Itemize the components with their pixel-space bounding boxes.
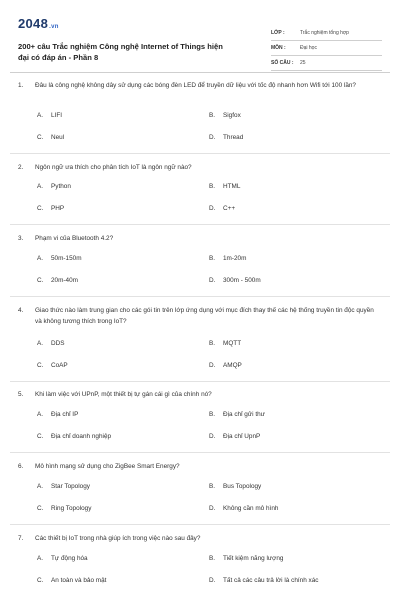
site-logo[interactable] [18,16,59,31]
option-letter: C. [37,505,44,512]
option-letter: D. [209,205,216,212]
option-text: DDS [51,340,65,347]
question-text [18,533,382,544]
question-text [18,162,382,173]
question-number: 2. [18,164,24,171]
option-letter: A. [37,411,44,418]
option-text: PHP [51,205,65,212]
option-b[interactable] [209,411,265,418]
option-c[interactable] [37,362,68,369]
option-b[interactable] [209,112,241,119]
option-letter: C. [37,362,44,369]
question-7 [18,533,382,584]
option-a[interactable] [37,183,71,190]
option-text: 300m - 500m [223,277,261,284]
header-divider [10,72,390,73]
option-text: C++ [223,205,236,212]
option-d[interactable] [209,205,235,212]
option-letter: B. [209,255,216,262]
option-letter: A. [37,555,44,562]
option-text: 50m-150m [51,255,82,262]
meta-row-subject [271,41,382,56]
option-a[interactable] [37,555,88,562]
option-text: HTML [223,183,241,190]
option-c[interactable] [37,505,91,512]
option-letter: D. [209,362,216,369]
meta-value: 25 [300,60,306,66]
option-letter: D. [209,577,216,584]
question-separator [10,296,390,297]
question-text [18,305,382,327]
option-letter: C. [37,134,44,141]
option-text: Bus Topology [223,483,262,490]
question-body: Khi làm việc với UPnP, một thiết bị tự gán cái gì của chính nó? [35,391,212,398]
option-d[interactable] [209,577,318,584]
option-a[interactable] [37,340,65,347]
option-text: Địa chỉ doanh nghiệp [51,433,112,440]
question-text [18,233,382,244]
question-separator [10,224,390,225]
question-number: 4. [18,307,24,314]
option-d[interactable] [209,362,242,369]
option-letter: A. [37,483,44,490]
question-body: Mô hình mạng sử dụng cho ZigBee Smart Energy? [35,463,180,470]
option-text: Không cần mô hình [223,505,279,512]
question-text [18,80,382,91]
question-separator [10,452,390,453]
option-c[interactable] [37,433,111,440]
option-text: Địa chỉ UpnP [223,433,261,440]
question-number: 1. [18,82,24,89]
option-a[interactable] [37,112,62,119]
option-text: Ring Topology [51,505,92,512]
option-text: Thread [223,134,244,141]
option-c[interactable] [37,577,106,584]
meta-key: LỚP : [271,30,285,36]
option-c[interactable] [37,277,78,284]
question-1 [18,80,382,141]
option-text: Star Topology [51,483,90,490]
option-text: Tiết kiệm năng lượng [223,555,284,562]
option-text: LIFI [51,112,63,119]
option-b[interactable] [209,183,240,190]
question-body: Ngôn ngữ ưa thích cho phân tích IoT là ngôn ngữ nào? [35,164,192,171]
question-number: 5. [18,391,24,398]
question-2 [18,162,382,212]
option-letter: A. [37,183,44,190]
question-number: 6. [18,463,24,470]
option-letter: B. [209,483,216,490]
option-letter: A. [37,340,44,347]
option-text: Địa chỉ gửi thư [223,411,265,418]
question-body: Các thiết bị IoT trong nhà giúp ích trong việc nào sau đây? [35,535,201,542]
meta-key: MÔN : [271,45,286,51]
option-c[interactable] [37,134,64,141]
option-b[interactable] [209,255,246,262]
option-letter: C. [37,433,44,440]
question-text [18,389,382,400]
option-letter: B. [209,411,216,418]
option-d[interactable] [209,433,260,440]
question-6 [18,461,382,512]
question-number: 7. [18,535,24,542]
option-text: Python [51,183,71,190]
option-text: Tự động hóa [51,555,88,562]
option-text: CoAP [51,362,68,369]
question-number: 3. [18,235,24,242]
option-d[interactable] [209,277,261,284]
meta-key: SỐ CÂU : [271,60,294,66]
question-body: Đâu là công nghệ không dây sử dụng các bóng đèn LED để truyền dữ liệu với tốc độ nhanh hơn Wifi tới 100 lần? [35,82,356,89]
option-text: 1m-20m [223,255,247,262]
question-body: Phạm vi của Bluetooth 4.2? [35,235,114,242]
question-3 [18,233,382,284]
quiz-meta [271,26,382,71]
question-4 [18,305,382,369]
option-letter: D. [209,505,216,512]
page-title: 200+ câu Trắc nghiệm Công nghệ Internet of Things hiện đại có đáp án - Phần 8 [18,42,223,62]
option-letter: C. [37,205,44,212]
logo-tld: .vn [49,24,59,30]
option-b[interactable] [209,483,261,490]
meta-value: Đại học [300,45,317,51]
option-letter: C. [37,577,44,584]
option-a[interactable] [37,483,90,490]
option-letter: D. [209,433,216,440]
question-body: Giao thức nào làm trung gian cho các gói tin trên lớp ứng dụng với mục đích thay thế các hệ thống truyền tin độc quyền và không tương thích trong IoT? [35,307,374,325]
option-text: Địa chỉ IP [51,411,79,418]
option-text: Tất cả các câu trả lời là chính xác [223,577,319,584]
option-text: Neul [51,134,65,141]
option-d[interactable] [209,134,243,141]
option-a[interactable] [37,255,82,262]
page-header [18,12,382,74]
option-b[interactable] [209,555,283,562]
option-d[interactable] [209,505,278,512]
option-letter: C. [37,277,44,284]
question-text [18,461,382,472]
option-text: 20m-40m [51,277,78,284]
question-separator [10,381,390,382]
option-letter: B. [209,555,216,562]
option-letter: B. [209,183,216,190]
meta-row-class [271,26,382,41]
option-letter: A. [37,255,44,262]
meta-value: Trắc nghiệm tổng hợp [300,30,349,36]
option-text: AMQP [223,362,242,369]
question-separator [10,524,390,525]
option-letter: B. [209,340,216,347]
option-letter: D. [209,134,216,141]
question-separator [10,153,390,154]
option-letter: D. [209,277,216,284]
option-text: Sigfox [223,112,241,119]
option-text: MQTT [223,340,242,347]
logo-main: 2048 [18,16,49,31]
option-letter: B. [209,112,216,119]
option-a[interactable] [37,411,78,418]
option-b[interactable] [209,340,241,347]
meta-row-count [271,56,382,71]
question-5 [18,389,382,440]
option-text: An toàn và bảo mật [51,577,107,584]
option-c[interactable] [37,205,64,212]
option-letter: A. [37,112,44,119]
